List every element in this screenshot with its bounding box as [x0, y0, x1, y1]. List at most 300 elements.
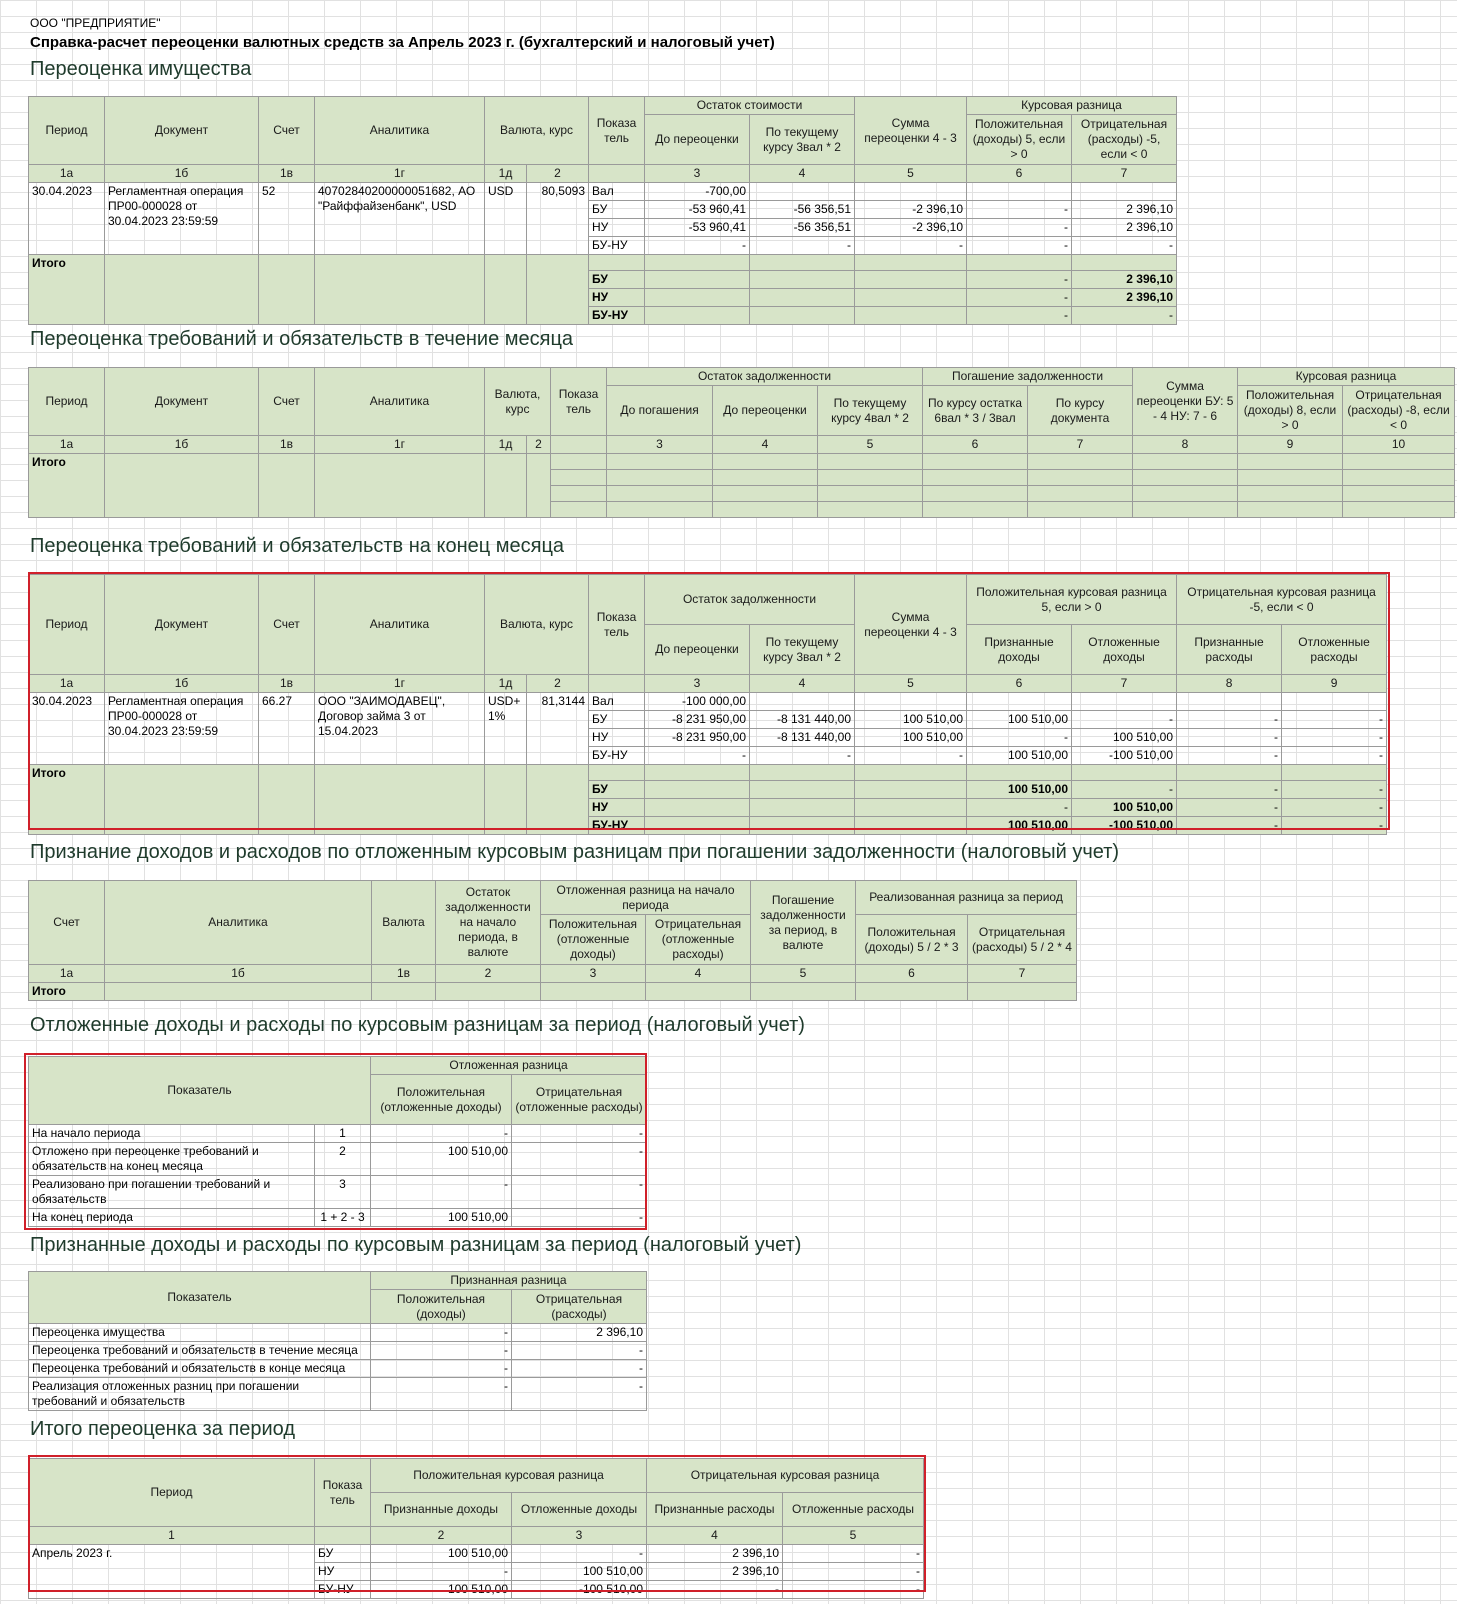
col-num: 5: [855, 675, 967, 693]
total-indicator: БУ-НУ: [589, 307, 645, 325]
col-num: 1а: [29, 965, 105, 983]
cell: [923, 502, 1028, 518]
cell: -: [371, 1342, 512, 1360]
section-title-property: Переоценка имущества: [30, 58, 252, 80]
cell: [551, 470, 607, 486]
section-title-during-month: Переоценка требований и обязательств в течение месяца: [30, 328, 574, 350]
cell: [968, 983, 1077, 1001]
cell: [645, 271, 750, 289]
col-num: 1д: [485, 436, 527, 454]
cell: 100 510,00: [855, 711, 967, 729]
col-debt-group: Остаток задолженности: [607, 368, 923, 386]
cell: -: [1282, 799, 1387, 817]
cell: [607, 486, 713, 502]
cell: 2 396,10: [647, 1545, 783, 1563]
col-current: По текущему курсу 4вал * 2: [818, 386, 923, 436]
col-indicator: Показа тель: [589, 575, 645, 675]
row-label: Переоценка имущества: [29, 1324, 371, 1342]
cell: [1177, 693, 1282, 711]
cell: [1072, 183, 1177, 201]
col-pos-real: Положительная (доходы) 5 / 2 * 3: [856, 915, 968, 965]
row-currency: USD: [485, 183, 527, 255]
cell: 2 396,10: [647, 1563, 783, 1581]
total-indicator: НУ: [589, 799, 645, 817]
col-currency: Валюта, курс: [485, 97, 589, 165]
cell: -56 356,51: [750, 201, 855, 219]
cell: [855, 781, 967, 799]
cell: [315, 255, 485, 325]
cell: -: [512, 1209, 647, 1227]
cell: [259, 454, 315, 518]
line-indicator: БУ-НУ: [589, 747, 645, 765]
cell: [1282, 765, 1387, 781]
col-num: [551, 436, 607, 454]
line-indicator: НУ: [315, 1563, 371, 1581]
col-indicator: Показа тель: [551, 368, 607, 436]
col-analytics: Аналитика: [315, 575, 485, 675]
cell: 100 510,00: [967, 817, 1072, 835]
cell: [607, 454, 713, 470]
total-label: Итого: [29, 255, 105, 325]
cell: -: [371, 1360, 512, 1378]
cell: [646, 983, 751, 1001]
cell: 100 510,00: [967, 711, 1072, 729]
cell: [1028, 502, 1133, 518]
cell: -: [512, 1378, 647, 1411]
col-before-pay: До погашения: [607, 386, 713, 436]
col-document: Документ: [105, 575, 259, 675]
cell: -: [371, 1324, 512, 1342]
cell: [750, 271, 855, 289]
col-analytics: Аналитика: [105, 881, 372, 965]
row-period: 30.04.2023: [29, 693, 105, 765]
section-title-recognized: Признанные доходы и расходы по курсовым разницам за период (налоговый учет): [30, 1234, 802, 1256]
cell: -: [371, 1563, 512, 1581]
cell: [645, 255, 750, 271]
col-def-exp: Отложенные расходы: [783, 1493, 924, 1527]
col-current: По текущему курсу 3вал * 2: [750, 115, 855, 165]
cell: [607, 502, 713, 518]
col-num: 7: [968, 965, 1077, 983]
col-pos: Положительная (доходы) 5, если > 0: [967, 115, 1072, 165]
cell: [589, 255, 645, 271]
col-num: 1б: [105, 165, 259, 183]
cell: [645, 817, 750, 835]
cell: [967, 765, 1072, 781]
col-neg: Отрицательная (отложенные расходы): [512, 1075, 647, 1125]
col-num: 3: [645, 675, 750, 693]
cell: -: [1177, 729, 1282, 747]
cell: [855, 255, 967, 271]
month-end-table: [28, 574, 1387, 835]
col-currency: Валюта: [372, 881, 436, 965]
col-num: 3: [541, 965, 646, 983]
col-num: 5: [855, 165, 967, 183]
col-debt-group: Остаток задолженности: [645, 575, 855, 625]
col-num: 8: [1177, 675, 1282, 693]
cell: [750, 183, 855, 201]
col-num: 4: [750, 675, 855, 693]
cell: -: [967, 201, 1072, 219]
col-diff-group: Курсовая разница: [967, 97, 1177, 115]
col-deferred-group: Отложенная разница: [371, 1057, 647, 1075]
cell: -: [645, 237, 750, 255]
col-num: 1в: [372, 965, 436, 983]
cell: -: [967, 799, 1072, 817]
cell: [855, 289, 967, 307]
col-num: 7: [1072, 675, 1177, 693]
col-num: [589, 165, 645, 183]
cell: 100 510,00: [967, 747, 1072, 765]
cell: [818, 454, 923, 470]
col-neg-group: Отрицательная курсовая разница: [647, 1459, 924, 1493]
cell: -: [512, 1545, 647, 1563]
section-title-period-total: Итого переоценка за период: [30, 1418, 296, 1440]
col-num: 1г: [315, 165, 485, 183]
cell: [1072, 693, 1177, 711]
cell: -: [647, 1581, 783, 1599]
col-num: 1в: [259, 436, 315, 454]
cell: [750, 765, 855, 781]
cell: [105, 983, 372, 1001]
col-neg-group: Отрицательная курсовая разница -5, если < 0: [1177, 575, 1387, 625]
col-neg: Отрицательная (расходы) -5, если < 0: [1072, 115, 1177, 165]
cell: -: [1177, 747, 1282, 765]
col-num: 9: [1238, 436, 1343, 454]
col-account: Счет: [29, 881, 105, 965]
cell: -: [1177, 781, 1282, 799]
cell: -: [1177, 711, 1282, 729]
cell: [485, 765, 527, 835]
line-indicator: БУ-НУ: [589, 237, 645, 255]
cell: -: [967, 729, 1072, 747]
org-name: ООО "ПРЕДПРИЯТИЕ": [30, 16, 161, 30]
cell: -: [967, 219, 1072, 237]
col-pos: Положительная (доходы) 8, если > 0: [1238, 386, 1343, 436]
cell: [967, 693, 1072, 711]
col-rec-exp: Признанные расходы: [1177, 625, 1282, 675]
cell: [645, 289, 750, 307]
col-num: 6: [967, 165, 1072, 183]
row-document: Регламентная операция ПР00-000028 от 30.04.2023 23:59:59: [105, 183, 259, 255]
cell: -: [371, 1176, 512, 1209]
cell: [527, 765, 589, 835]
period-total-table: [28, 1458, 924, 1599]
cell: [551, 486, 607, 502]
col-num: 1б: [105, 675, 259, 693]
recognition-table: [28, 880, 1077, 1001]
cell: [485, 255, 527, 325]
col-document: Документ: [105, 368, 259, 436]
col-def-income: Отложенные доходы: [1072, 625, 1177, 675]
cell: [1238, 454, 1343, 470]
col-before: До переоценки: [645, 625, 750, 675]
col-analytics: Аналитика: [315, 97, 485, 165]
cell: [923, 486, 1028, 502]
cell: 100 510,00: [967, 781, 1072, 799]
cell: -: [1072, 781, 1177, 799]
cell: [1133, 470, 1238, 486]
property-revaluation-table: [28, 96, 1177, 325]
cell: [645, 307, 750, 325]
col-reval-sum: Сумма переоценки БУ: 5 - 4 НУ: 7 - 6: [1133, 368, 1238, 436]
col-before: До переоценки: [645, 115, 750, 165]
col-num: 10: [1343, 436, 1455, 454]
cell: 100 510,00: [371, 1209, 512, 1227]
col-rec-exp: Признанные расходы: [647, 1493, 783, 1527]
cell: [645, 781, 750, 799]
during-month-table: [28, 367, 1455, 518]
cell: [923, 470, 1028, 486]
cell: [259, 255, 315, 325]
cell: -: [1282, 817, 1387, 835]
cell: [1343, 470, 1455, 486]
col-current: По текущему курсу 3вал * 2: [750, 625, 855, 675]
cell: [485, 454, 527, 518]
cell: [750, 255, 855, 271]
col-account: Счет: [259, 575, 315, 675]
cell: -53 960,41: [645, 219, 750, 237]
cell: [527, 454, 551, 518]
cell: [527, 255, 589, 325]
col-pos-group: Положительная курсовая разница: [371, 1459, 647, 1493]
col-indicator: Показатель: [29, 1057, 371, 1125]
cell: [750, 307, 855, 325]
cell: [713, 502, 818, 518]
cell: -: [1072, 711, 1177, 729]
row-code: 3: [315, 1176, 371, 1209]
line-indicator: НУ: [589, 219, 645, 237]
section-title-month-end: Переоценка требований и обязательств на конец месяца: [30, 535, 565, 557]
cell: [1133, 502, 1238, 518]
row-code: 2: [315, 1143, 371, 1176]
row-currency: USD+ 1%: [485, 693, 527, 765]
cell: -100 510,00: [1072, 747, 1177, 765]
col-account: Счет: [259, 368, 315, 436]
col-num: 5: [751, 965, 856, 983]
cell: 2 396,10: [1072, 289, 1177, 307]
line-indicator: БУ: [589, 201, 645, 219]
cell: -: [371, 1125, 512, 1143]
col-document: Документ: [105, 97, 259, 165]
cell: -: [1282, 747, 1387, 765]
cell: -: [967, 237, 1072, 255]
line-indicator: БУ-НУ: [315, 1581, 371, 1599]
cell: -: [967, 271, 1072, 289]
col-num: 1а: [29, 165, 105, 183]
col-num: 1: [29, 1527, 315, 1545]
col-num: 1а: [29, 436, 105, 454]
col-num: 2: [436, 965, 541, 983]
cell: [750, 781, 855, 799]
col-indicator: Показа тель: [589, 97, 645, 165]
cell: [855, 183, 967, 201]
cell: [1028, 454, 1133, 470]
total-label: Итого: [29, 765, 105, 835]
cell: [750, 289, 855, 307]
cell: [750, 799, 855, 817]
row-label: Переоценка требований и обязательств в течение месяца: [29, 1342, 371, 1360]
cell: -: [967, 307, 1072, 325]
col-rec-income: Признанные доходы: [371, 1493, 512, 1527]
cell: -: [512, 1125, 647, 1143]
cell: -: [783, 1563, 924, 1581]
col-num: 3: [607, 436, 713, 454]
cell: [1238, 470, 1343, 486]
cell: [713, 454, 818, 470]
col-num: 2: [527, 165, 589, 183]
cell: [855, 799, 967, 817]
cell: [315, 765, 485, 835]
cell: [1072, 255, 1177, 271]
col-num: 2: [527, 436, 551, 454]
cell: [713, 486, 818, 502]
col-pos: Положительная (доходы): [371, 1290, 512, 1324]
col-num: 8: [1133, 436, 1238, 454]
cell: [645, 765, 750, 781]
col-num: 1б: [105, 436, 259, 454]
cell: [1238, 486, 1343, 502]
col-num: 1г: [315, 436, 485, 454]
line-indicator: БУ: [315, 1545, 371, 1563]
cell: [541, 983, 646, 1001]
cell: -: [1072, 237, 1177, 255]
col-pos: Положительная (отложенные доходы): [371, 1075, 512, 1125]
cell: 100 510,00: [371, 1143, 512, 1176]
col-num: [589, 675, 645, 693]
col-num: 1д: [485, 165, 527, 183]
row-document: Регламентная операция ПР00-000028 от 30.04.2023 23:59:59: [105, 693, 259, 765]
col-balance-group: Остаток стоимости: [645, 97, 855, 115]
col-indicator: Показа тель: [315, 1459, 371, 1527]
col-num: 3: [645, 165, 750, 183]
cell: -700,00: [645, 183, 750, 201]
cell: 100 510,00: [512, 1563, 647, 1581]
cell: -: [750, 747, 855, 765]
cell: [713, 470, 818, 486]
col-neg: Отрицательная (расходы) -8, если < 0: [1343, 386, 1455, 436]
col-def-exp: Отложенные расходы: [1282, 625, 1387, 675]
col-num: 4: [647, 1527, 783, 1545]
col-recognized-group: Признанная разница: [371, 1272, 647, 1290]
cell: [818, 470, 923, 486]
col-period: Период: [29, 575, 105, 675]
cell: 100 510,00: [855, 729, 967, 747]
col-num: 1б: [105, 965, 372, 983]
col-num: 1г: [315, 675, 485, 693]
cell: [315, 454, 485, 518]
col-num: [315, 1527, 371, 1545]
col-analytics: Аналитика: [315, 368, 485, 436]
cell: [105, 765, 259, 835]
cell: 2 396,10: [512, 1324, 647, 1342]
cell: [1133, 454, 1238, 470]
cell: 100 510,00: [1072, 799, 1177, 817]
col-num: 4: [750, 165, 855, 183]
cell: 100 510,00: [1072, 729, 1177, 747]
row-analytics: ООО "ЗАИМОДАВЕЦ", Договор займа 3 от 15.04.2023: [315, 693, 485, 765]
col-num: 2: [371, 1527, 512, 1545]
cell: [750, 817, 855, 835]
line-indicator: Вал: [589, 693, 645, 711]
cell: -53 960,41: [645, 201, 750, 219]
total-indicator: НУ: [589, 289, 645, 307]
cell: -100 000,00: [645, 693, 750, 711]
cell: [1343, 454, 1455, 470]
cell: [750, 693, 855, 711]
row-analytics: 40702840200000051682, АО "Райффайзенбанк", USD: [315, 183, 485, 255]
cell: -8 131 440,00: [750, 729, 855, 747]
cell: -8 131 440,00: [750, 711, 855, 729]
cell: -56 356,51: [750, 219, 855, 237]
col-num: 1а: [29, 675, 105, 693]
total-indicator: БУ: [589, 271, 645, 289]
total-label: Итого: [29, 454, 105, 518]
cell: 2 396,10: [1072, 219, 1177, 237]
total-indicator: БУ-НУ: [589, 817, 645, 835]
cell: [751, 983, 856, 1001]
col-period: Период: [29, 1459, 315, 1527]
row-account: 52: [259, 183, 315, 255]
col-num: 6: [856, 965, 968, 983]
col-reval-sum: Сумма переоценки 4 - 3: [855, 575, 967, 675]
row-code: 1 + 2 - 3: [315, 1209, 371, 1227]
cell: [589, 765, 645, 781]
total-indicator: БУ: [589, 781, 645, 799]
line-indicator: НУ: [589, 729, 645, 747]
row-code: 1: [315, 1125, 371, 1143]
cell: -: [1072, 307, 1177, 325]
cell: [551, 454, 607, 470]
row-label: На конец периода: [29, 1209, 315, 1227]
cell: -: [1282, 781, 1387, 799]
cell: [1177, 765, 1282, 781]
section-title-deferred: Отложенные доходы и расходы по курсовым разницам за период (налоговый учет): [30, 1014, 805, 1036]
row-rate: 81,3144: [527, 693, 589, 765]
cell: [1238, 502, 1343, 518]
cell: [1028, 470, 1133, 486]
row-rate: 80,5093: [527, 183, 589, 255]
col-reval-sum: Сумма переоценки 4 - 3: [855, 97, 967, 165]
cell: 100 510,00: [371, 1581, 512, 1599]
cell: -: [371, 1378, 512, 1411]
cell: -8 231 950,00: [645, 711, 750, 729]
cell: [967, 255, 1072, 271]
col-num: 2: [527, 675, 589, 693]
cell: [1133, 486, 1238, 502]
cell: [856, 983, 968, 1001]
cell: [855, 693, 967, 711]
col-before-reval: До переоценки: [713, 386, 818, 436]
cell: [259, 765, 315, 835]
col-currency: Валюта, курс: [485, 368, 551, 436]
cell: -: [855, 747, 967, 765]
col-pay-rate: По курсу остатка 6вал * 3 / 3вал: [923, 386, 1028, 436]
col-neg-real: Отрицательная (расходы) 5 / 2 * 4: [968, 915, 1077, 965]
col-realized-group: Реализованная разница за период: [856, 881, 1077, 915]
col-balance: Остаток задолженности на начало периода, в валюте: [436, 881, 541, 965]
recognized-table: [28, 1271, 647, 1411]
col-neg: Отрицательная (расходы): [512, 1290, 647, 1324]
cell: -: [512, 1176, 647, 1209]
col-currency: Валюта, курс: [485, 575, 589, 675]
col-num: 9: [1282, 675, 1387, 693]
cell: -: [512, 1342, 647, 1360]
col-diff-group: Курсовая разница: [1238, 368, 1455, 386]
col-num: 4: [646, 965, 751, 983]
col-indicator: Показатель: [29, 1272, 371, 1324]
col-num: 1в: [259, 675, 315, 693]
